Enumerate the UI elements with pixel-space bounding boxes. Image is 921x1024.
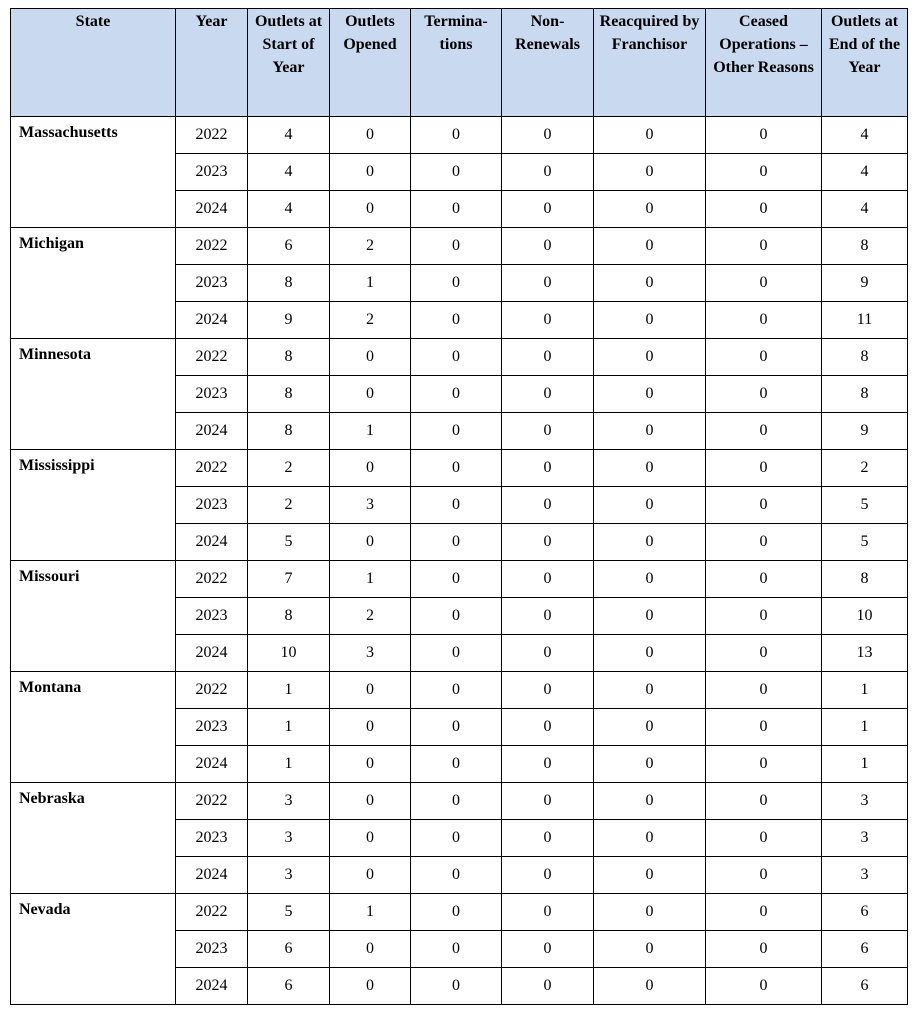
outlets-start-cell: 8 — [248, 598, 330, 635]
non-renewals-cell: 0 — [502, 228, 594, 265]
outlets-opened-cell: 3 — [330, 487, 411, 524]
state-name-cell: Nevada — [11, 894, 176, 1005]
outlets-end-cell: 6 — [822, 931, 908, 968]
outlets-opened-cell: 1 — [330, 894, 411, 931]
outlet-table — [10, 8, 908, 1005]
outlets-end-cell: 1 — [822, 709, 908, 746]
reacquired-cell: 0 — [594, 487, 706, 524]
outlets-start-cell: 8 — [248, 265, 330, 302]
outlets-opened-cell: 0 — [330, 820, 411, 857]
outlets-opened-cell: 2 — [330, 302, 411, 339]
non-renewals-cell: 0 — [502, 746, 594, 783]
non-renewals-cell: 0 — [502, 265, 594, 302]
terminations-cell: 0 — [411, 709, 502, 746]
terminations-cell: 0 — [411, 191, 502, 228]
reacquired-cell: 0 — [594, 524, 706, 561]
ceased-operations-cell: 0 — [706, 524, 822, 561]
terminations-cell: 0 — [411, 265, 502, 302]
outlets-start-cell: 10 — [248, 635, 330, 672]
outlets-start-cell: 1 — [248, 672, 330, 709]
reacquired-cell: 0 — [594, 709, 706, 746]
header-outlets-end: Outlets at End of the Year — [822, 9, 908, 117]
outlets-end-cell: 8 — [822, 228, 908, 265]
outlets-opened-cell: 0 — [330, 709, 411, 746]
reacquired-cell: 0 — [594, 857, 706, 894]
ceased-operations-cell: 0 — [706, 302, 822, 339]
terminations-cell: 0 — [411, 561, 502, 598]
non-renewals-cell: 0 — [502, 376, 594, 413]
ceased-operations-cell: 0 — [706, 413, 822, 450]
ceased-operations-cell: 0 — [706, 635, 822, 672]
year-cell: 2024 — [176, 746, 248, 783]
table-row — [11, 450, 908, 487]
outlets-opened-cell: 0 — [330, 968, 411, 1005]
year-cell: 2022 — [176, 228, 248, 265]
non-renewals-cell: 0 — [502, 783, 594, 820]
terminations-cell: 0 — [411, 783, 502, 820]
ceased-operations-cell: 0 — [706, 894, 822, 931]
non-renewals-cell: 0 — [502, 117, 594, 154]
ceased-operations-cell: 0 — [706, 746, 822, 783]
non-renewals-cell: 0 — [502, 894, 594, 931]
state-name-cell: Missouri — [11, 561, 176, 672]
terminations-cell: 0 — [411, 894, 502, 931]
non-renewals-cell: 0 — [502, 191, 594, 228]
year-cell: 2022 — [176, 450, 248, 487]
year-cell: 2022 — [176, 783, 248, 820]
outlets-start-cell: 8 — [248, 339, 330, 376]
outlets-start-cell: 4 — [248, 154, 330, 191]
outlets-end-cell: 5 — [822, 524, 908, 561]
ceased-operations-cell: 0 — [706, 265, 822, 302]
outlets-opened-cell: 0 — [330, 672, 411, 709]
outlets-end-cell: 3 — [822, 820, 908, 857]
terminations-cell: 0 — [411, 228, 502, 265]
non-renewals-cell: 0 — [502, 857, 594, 894]
outlets-end-cell: 1 — [822, 746, 908, 783]
outlets-start-cell: 8 — [248, 376, 330, 413]
ceased-operations-cell: 0 — [706, 857, 822, 894]
table-row — [11, 339, 908, 376]
reacquired-cell: 0 — [594, 265, 706, 302]
ceased-operations-cell: 0 — [706, 820, 822, 857]
reacquired-cell: 0 — [594, 672, 706, 709]
outlets-start-cell: 8 — [248, 413, 330, 450]
ceased-operations-cell: 0 — [706, 154, 822, 191]
year-cell: 2024 — [176, 413, 248, 450]
terminations-cell: 0 — [411, 524, 502, 561]
reacquired-cell: 0 — [594, 820, 706, 857]
reacquired-cell: 0 — [594, 376, 706, 413]
non-renewals-cell: 0 — [502, 524, 594, 561]
reacquired-cell: 0 — [594, 635, 706, 672]
outlets-opened-cell: 0 — [330, 450, 411, 487]
outlets-start-cell: 1 — [248, 746, 330, 783]
year-cell: 2023 — [176, 154, 248, 191]
reacquired-cell: 0 — [594, 339, 706, 376]
outlets-opened-cell: 2 — [330, 598, 411, 635]
reacquired-cell: 0 — [594, 302, 706, 339]
terminations-cell: 0 — [411, 450, 502, 487]
outlets-end-cell: 4 — [822, 117, 908, 154]
table-row — [11, 228, 908, 265]
outlets-end-cell: 5 — [822, 487, 908, 524]
state-name-cell: Minnesota — [11, 339, 176, 450]
table-row — [11, 561, 908, 598]
year-cell: 2022 — [176, 561, 248, 598]
table-row — [11, 783, 908, 820]
header-reacquired: Reacquired by Franchisor — [594, 9, 706, 117]
outlets-end-cell: 11 — [822, 302, 908, 339]
year-cell: 2024 — [176, 968, 248, 1005]
outlets-opened-cell: 1 — [330, 561, 411, 598]
outlets-opened-cell: 0 — [330, 154, 411, 191]
year-cell: 2022 — [176, 672, 248, 709]
outlets-start-cell: 2 — [248, 450, 330, 487]
non-renewals-cell: 0 — [502, 154, 594, 191]
outlets-opened-cell: 0 — [330, 746, 411, 783]
ceased-operations-cell: 0 — [706, 339, 822, 376]
outlets-end-cell: 3 — [822, 783, 908, 820]
header-row — [11, 9, 908, 117]
terminations-cell: 0 — [411, 857, 502, 894]
outlets-start-cell: 9 — [248, 302, 330, 339]
outlets-end-cell: 8 — [822, 376, 908, 413]
header-year: Year — [176, 9, 248, 117]
state-name-cell: Montana — [11, 672, 176, 783]
terminations-cell: 0 — [411, 376, 502, 413]
header-outlets-start: Outlets at Start of Year — [248, 9, 330, 117]
outlets-start-cell: 3 — [248, 820, 330, 857]
header-terminations: Termina-tions — [411, 9, 502, 117]
year-cell: 2024 — [176, 191, 248, 228]
outlets-end-cell: 10 — [822, 598, 908, 635]
outlets-end-cell: 4 — [822, 154, 908, 191]
ceased-operations-cell: 0 — [706, 228, 822, 265]
ceased-operations-cell: 0 — [706, 191, 822, 228]
terminations-cell: 0 — [411, 598, 502, 635]
outlets-end-cell: 8 — [822, 561, 908, 598]
ceased-operations-cell: 0 — [706, 709, 822, 746]
reacquired-cell: 0 — [594, 561, 706, 598]
non-renewals-cell: 0 — [502, 450, 594, 487]
terminations-cell: 0 — [411, 820, 502, 857]
table-body — [11, 117, 908, 1005]
non-renewals-cell: 0 — [502, 598, 594, 635]
year-cell: 2023 — [176, 598, 248, 635]
year-cell: 2023 — [176, 487, 248, 524]
non-renewals-cell: 0 — [502, 302, 594, 339]
reacquired-cell: 0 — [594, 894, 706, 931]
year-cell: 2023 — [176, 265, 248, 302]
outlets-end-cell: 8 — [822, 339, 908, 376]
outlets-end-cell: 6 — [822, 968, 908, 1005]
outlets-opened-cell: 1 — [330, 413, 411, 450]
ceased-operations-cell: 0 — [706, 783, 822, 820]
outlets-start-cell: 6 — [248, 228, 330, 265]
ceased-operations-cell: 0 — [706, 376, 822, 413]
outlets-opened-cell: 0 — [330, 931, 411, 968]
reacquired-cell: 0 — [594, 117, 706, 154]
outlets-start-cell: 6 — [248, 968, 330, 1005]
outlets-opened-cell: 1 — [330, 265, 411, 302]
year-cell: 2022 — [176, 117, 248, 154]
outlets-opened-cell: 0 — [330, 376, 411, 413]
reacquired-cell: 0 — [594, 191, 706, 228]
outlets-opened-cell: 0 — [330, 117, 411, 154]
outlets-start-cell: 1 — [248, 709, 330, 746]
ceased-operations-cell: 0 — [706, 968, 822, 1005]
non-renewals-cell: 0 — [502, 968, 594, 1005]
year-cell: 2023 — [176, 709, 248, 746]
outlets-end-cell: 3 — [822, 857, 908, 894]
state-name-cell: Michigan — [11, 228, 176, 339]
non-renewals-cell: 0 — [502, 561, 594, 598]
year-cell: 2024 — [176, 302, 248, 339]
state-name-cell: Mississippi — [11, 450, 176, 561]
outlets-opened-cell: 0 — [330, 783, 411, 820]
table-row — [11, 894, 908, 931]
reacquired-cell: 0 — [594, 228, 706, 265]
outlets-opened-cell: 0 — [330, 191, 411, 228]
reacquired-cell: 0 — [594, 968, 706, 1005]
ceased-operations-cell: 0 — [706, 931, 822, 968]
outlets-start-cell: 3 — [248, 857, 330, 894]
year-cell: 2023 — [176, 931, 248, 968]
header-non-renewals: Non-Renewals — [502, 9, 594, 117]
non-renewals-cell: 0 — [502, 487, 594, 524]
outlets-start-cell: 3 — [248, 783, 330, 820]
outlets-end-cell: 13 — [822, 635, 908, 672]
ceased-operations-cell: 0 — [706, 561, 822, 598]
non-renewals-cell: 0 — [502, 820, 594, 857]
year-cell: 2022 — [176, 339, 248, 376]
terminations-cell: 0 — [411, 339, 502, 376]
ceased-operations-cell: 0 — [706, 487, 822, 524]
outlets-start-cell: 4 — [248, 117, 330, 154]
outlets-end-cell: 2 — [822, 450, 908, 487]
outlets-end-cell: 1 — [822, 672, 908, 709]
terminations-cell: 0 — [411, 968, 502, 1005]
outlets-opened-cell: 0 — [330, 524, 411, 561]
outlets-start-cell: 2 — [248, 487, 330, 524]
outlets-start-cell: 4 — [248, 191, 330, 228]
terminations-cell: 0 — [411, 154, 502, 191]
reacquired-cell: 0 — [594, 783, 706, 820]
terminations-cell: 0 — [411, 931, 502, 968]
terminations-cell: 0 — [411, 302, 502, 339]
reacquired-cell: 0 — [594, 413, 706, 450]
ceased-operations-cell: 0 — [706, 672, 822, 709]
non-renewals-cell: 0 — [502, 931, 594, 968]
terminations-cell: 0 — [411, 746, 502, 783]
terminations-cell: 0 — [411, 635, 502, 672]
outlets-end-cell: 9 — [822, 265, 908, 302]
header-outlets-opened: Outlets Opened — [330, 9, 411, 117]
ceased-operations-cell: 0 — [706, 450, 822, 487]
reacquired-cell: 0 — [594, 154, 706, 191]
year-cell: 2024 — [176, 524, 248, 561]
terminations-cell: 0 — [411, 413, 502, 450]
outlets-end-cell: 9 — [822, 413, 908, 450]
non-renewals-cell: 0 — [502, 709, 594, 746]
year-cell: 2023 — [176, 376, 248, 413]
header-state: State — [11, 9, 176, 117]
non-renewals-cell: 0 — [502, 672, 594, 709]
reacquired-cell: 0 — [594, 746, 706, 783]
outlets-opened-cell: 3 — [330, 635, 411, 672]
terminations-cell: 0 — [411, 487, 502, 524]
reacquired-cell: 0 — [594, 450, 706, 487]
state-name-cell: Nebraska — [11, 783, 176, 894]
outlets-start-cell: 5 — [248, 524, 330, 561]
outlets-opened-cell: 2 — [330, 228, 411, 265]
year-cell: 2022 — [176, 894, 248, 931]
outlets-start-cell: 5 — [248, 894, 330, 931]
header-ceased-operations: Ceased Operations – Other Reasons — [706, 9, 822, 117]
non-renewals-cell: 0 — [502, 635, 594, 672]
year-cell: 2024 — [176, 857, 248, 894]
table-row — [11, 672, 908, 709]
terminations-cell: 0 — [411, 672, 502, 709]
outlets-end-cell: 4 — [822, 191, 908, 228]
table-row — [11, 117, 908, 154]
ceased-operations-cell: 0 — [706, 117, 822, 154]
outlets-opened-cell: 0 — [330, 339, 411, 376]
ceased-operations-cell: 0 — [706, 598, 822, 635]
outlets-opened-cell: 0 — [330, 857, 411, 894]
reacquired-cell: 0 — [594, 598, 706, 635]
outlets-start-cell: 6 — [248, 931, 330, 968]
outlets-end-cell: 6 — [822, 894, 908, 931]
non-renewals-cell: 0 — [502, 413, 594, 450]
reacquired-cell: 0 — [594, 931, 706, 968]
non-renewals-cell: 0 — [502, 339, 594, 376]
year-cell: 2024 — [176, 635, 248, 672]
terminations-cell: 0 — [411, 117, 502, 154]
state-name-cell: Massachusetts — [11, 117, 176, 228]
year-cell: 2023 — [176, 820, 248, 857]
outlets-start-cell: 7 — [248, 561, 330, 598]
